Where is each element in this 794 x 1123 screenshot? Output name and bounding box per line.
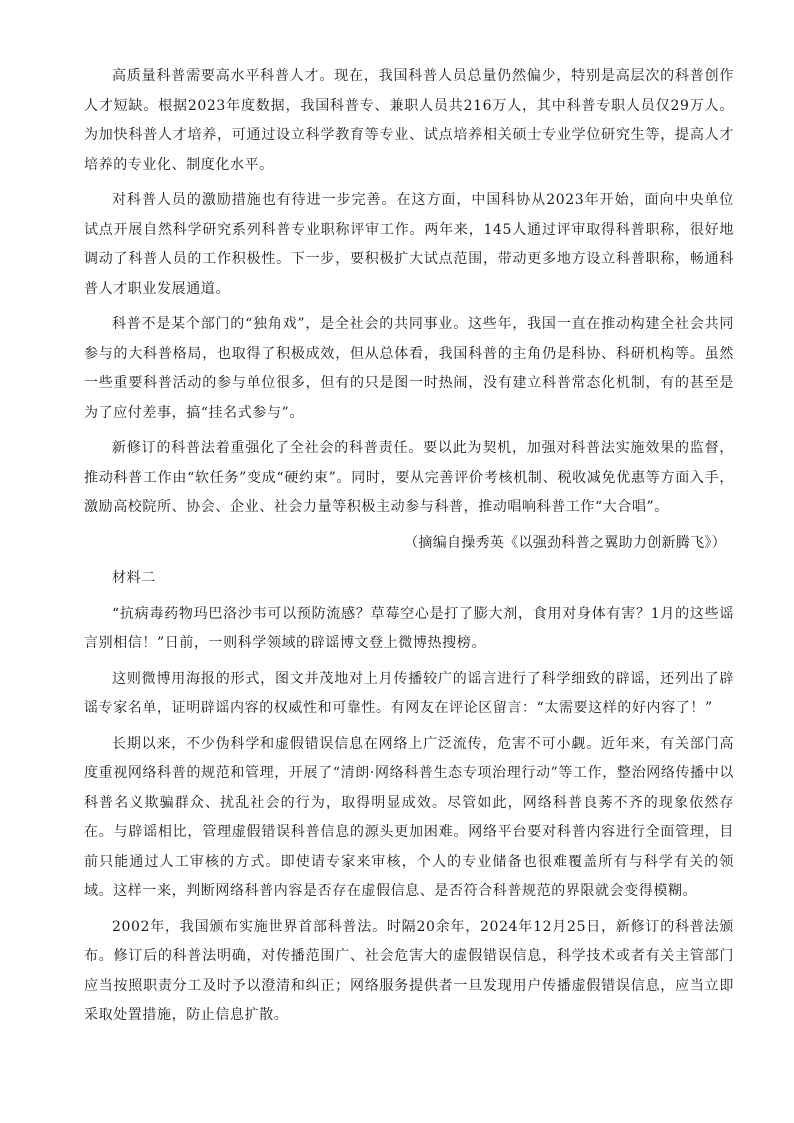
paragraph: 高质量科普需要高水平科普人才。现在，我国科普人员总量仍然偏少，特别是高层次的科普创作人才短缺。根据2023年度数据，我国科普专、兼职人员共216万人，其中科普专职人员仅29万人。为加快科普人才培养，可通过设立科学教育等专业、试点培养相关硕士专业学位研究生等，提高人才培养的专业化、制度化水平。	[84, 68, 734, 173]
material-one-section	[84, 62, 734, 558]
paragraph: 新修订的科普法着重强化了全社会的科普责任。要以此为契机，加强对科普法实施效果的监督，推动科普工作由“软任务”变成“硬约束”。同时，要从完善评价考核机制、税收减免优惠等方面入手，激励高校院所、协会、企业、社会力量等积极主动参与科普，推动唱响科普工作“大合唱”。	[84, 440, 734, 515]
source-citation: （摘编自操秀英《以强劲科普之翼助力创新腾飞》）	[404, 534, 726, 551]
material-two-section	[84, 564, 734, 1031]
paragraph: 这则微博用海报的形式，图文并茂地对上月传播较广的谣言进行了科学细致的辟谣，还列出了辟谣专家名单，证明辟谣内容的权威性和可靠性。有网友在评论区留言：“太需要这样的好内容了！”	[84, 670, 734, 716]
document-page	[84, 62, 734, 1037]
paragraph: 科普不是某个部门的“独角戏”，是全社会的共同事业。这些年，我国一直在推动构建全社会共同参与的大科普格局，也取得了积极成效，但从总体看，我国科普的主角仍是科协、科研机构等。虽然一些重要科普活动的参与单位很多，但有的只是图一时热闹，没有建立科普常态化机制，有的甚至是为了应付差事，搞“挂名式参与”。	[84, 316, 734, 421]
section-heading: 材料二	[112, 570, 156, 586]
paragraph: 对科普人员的激励措施也有待进一步完善。在这方面，中国科协从2023年开始，面向中央单位试点开展自然科学研究系列科普专业职称评审工作。两年来，145人通过评审取得科普职称，很好地调动了科普人员的工作积极性。下一步，要积极扩大试点范围，带动更多地方设立科普职称，畅通科普人才职业发展通道。	[84, 192, 734, 297]
paragraph: “抗病毒药物玛巴洛沙韦可以预防流感？草莓空心是打了膨大剂，食用对身体有害？1月的这些谣言别相信！”日前，一则科学领域的辟谣博文登上微博热搜榜。	[84, 605, 734, 651]
paragraph: 长期以来，不少伪科学和虚假错误信息在网络上广泛流传，危害不可小觑。近年来，有关部门高度重视网络科普的规范和管理，开展了“清朗·网络科普生态专项治理行动”等工作，整治网络传播中以科普名义欺骗群众、扰乱社会的行为，取得明显成效。尽管如此，网络科普良莠不齐的现象依然存在。与辟谣相比，管理虚假错误科普信息的源头更加困难。网络平台要对科普内容进行全面管理，目前只能通过人工审核的方式。即使请专家来审核，个人的专业储备也很难覆盖所有与科学有关的领域。这样一来，判断网络科普内容是否存在虚假信息、是否符合科普规范的界限就会变得模糊。	[84, 735, 734, 899]
paragraph: 2002年，我国颁布实施世界首部科普法。时隔20余年，2024年12月25日，新修订的科普法颁布。修订后的科普法明确，对传播范围广、社会危害大的虚假错误信息，科学技术或者有关主管部门应当按照职责分工及时予以澄清和纠正；网络服务提供者一旦发现用户传播虚假错误信息，应当立即采取处置措施，防止信息扩散。	[84, 918, 734, 1023]
